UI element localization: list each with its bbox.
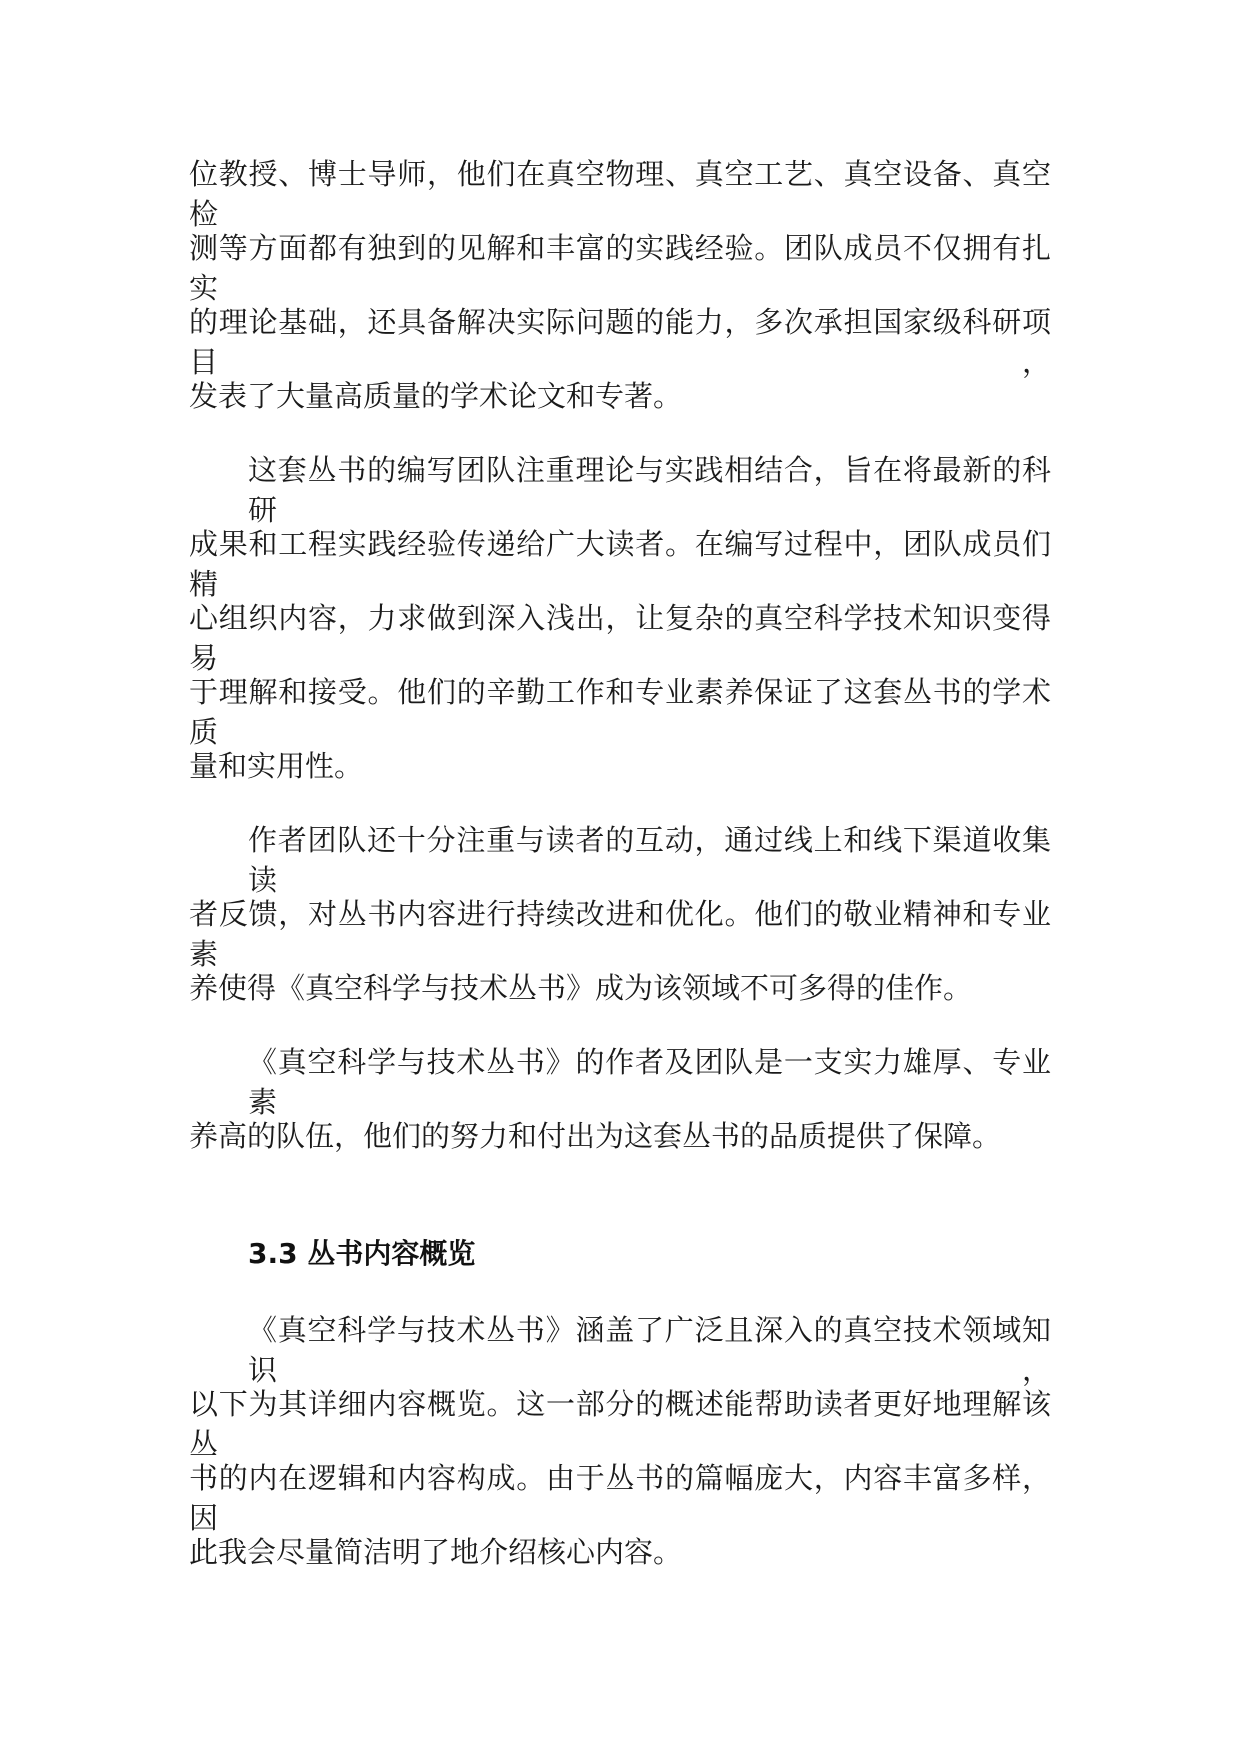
paragraph-3-line-3: 养使得《真空科学与技术丛书》成为该领域不可多得的佳作。 — [189, 971, 973, 1005]
paragraph-3-line-1: 作者团队还十分注重与读者的互动，通过线上和线下渠道收集读 — [248, 823, 1051, 897]
paragraph-1-line-2: 测等方面都有独到的见解和丰富的实践经验。团队成员不仅拥有扎实 — [189, 231, 1051, 305]
section-paragraph-line-1: 《真空科学与技术丛书》涵盖了广泛且深入的真空技术领域知识， — [248, 1313, 1051, 1387]
paragraph-4-line-2: 养高的队伍，他们的努力和付出为这套丛书的品质提供了保障。 — [189, 1119, 1002, 1153]
paragraph-4-line-1: 《真空科学与技术丛书》的作者及团队是一支实力雄厚、专业素 — [248, 1045, 1051, 1119]
paragraph-3-line-2: 者反馈，对丛书内容进行持续改进和优化。他们的敬业精神和专业素 — [189, 897, 1051, 971]
paragraph-1-line-3: 的理论基础，还具备解决实际问题的能力，多次承担国家级科研项目， — [189, 305, 1051, 379]
section-heading: 3.3 丛书内容概览 — [248, 1237, 476, 1270]
paragraph-2-line-3: 心组织内容，力求做到深入浅出，让复杂的真空科学技术知识变得易 — [189, 601, 1051, 675]
paragraph-1-line-1: 位教授、博士导师，他们在真空物理、真空工艺、真空设备、真空检 — [189, 157, 1051, 231]
paragraph-2-line-1: 这套丛书的编写团队注重理论与实践相结合，旨在将最新的科研 — [248, 453, 1051, 527]
paragraph-2-line-5: 量和实用性。 — [189, 749, 364, 783]
section-paragraph-line-2: 以下为其详细内容概览。这一部分的概述能帮助读者更好地理解该丛 — [189, 1387, 1051, 1461]
section-paragraph-line-3: 书的内在逻辑和内容构成。由于丛书的篇幅庞大，内容丰富多样，因 — [189, 1461, 1051, 1535]
paragraph-1-line-4: 发表了大量高质量的学术论文和专著。 — [189, 379, 683, 413]
section-paragraph-line-4: 此我会尽量简洁明了地介绍核心内容。 — [189, 1535, 683, 1569]
paragraph-2-line-4: 于理解和接受。他们的辛勤工作和专业素养保证了这套丛书的学术质 — [189, 675, 1051, 749]
paragraph-2-line-2: 成果和工程实践经验传递给广大读者。在编写过程中，团队成员们精 — [189, 527, 1051, 601]
